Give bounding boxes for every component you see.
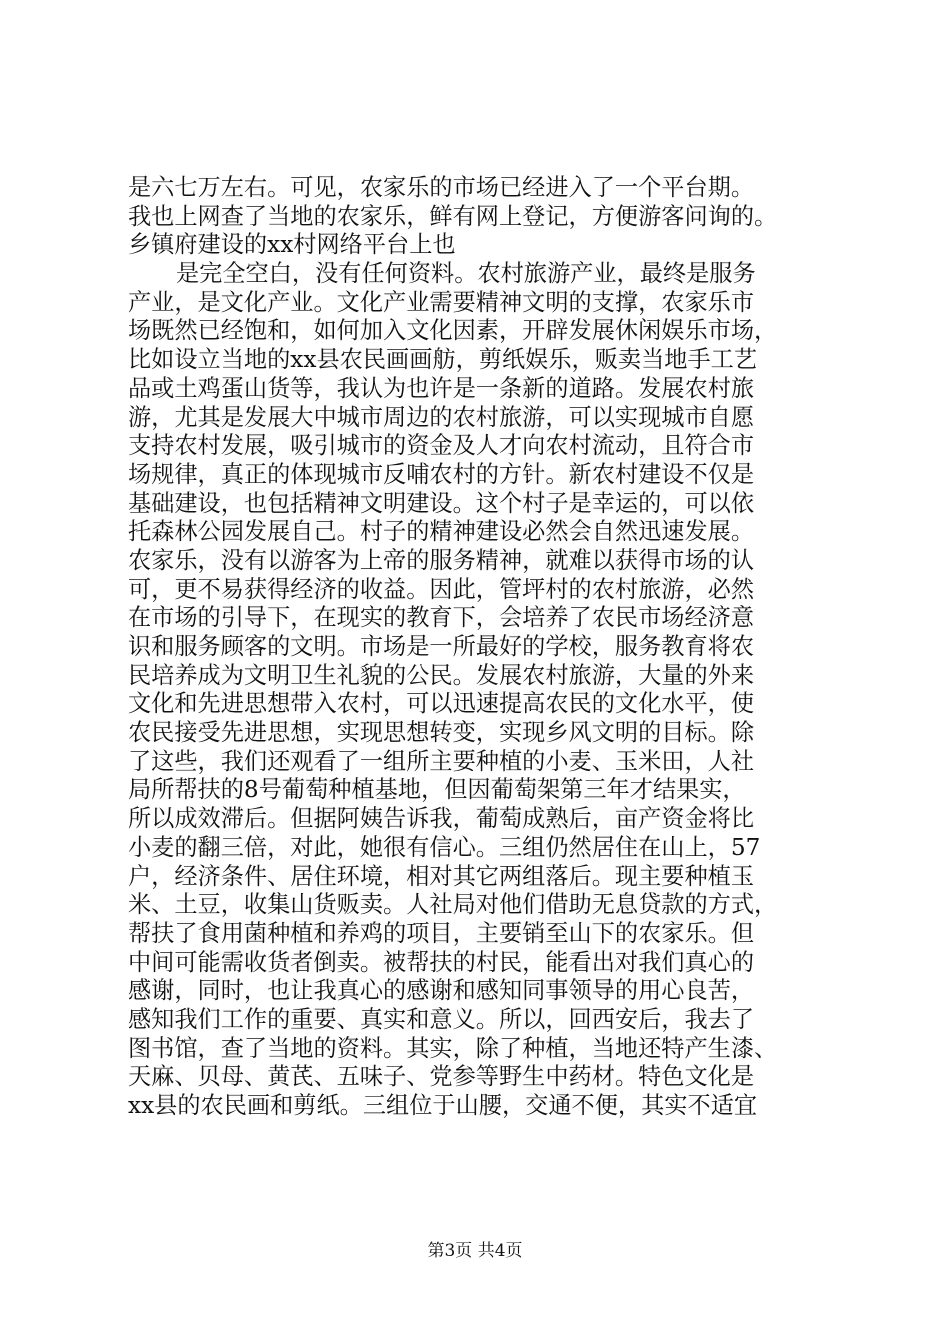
- text-line: 米、土豆，收集山货贩卖。人社局对他们借助无息贷款的方式，: [128, 891, 778, 919]
- text-line: 小麦的翻三倍，对此，她很有信心。三组仍然居住在山上，57: [128, 833, 761, 861]
- text-line: 乡镇府建设的xx村网络平台上也: [128, 231, 456, 259]
- text-line: 农家乐，没有以游客为上帝的服务精神，就难以获得市场的认: [128, 546, 755, 574]
- text-line: 识和服务顾客的文明。市场是一所最好的学校，服务教育将农: [128, 633, 755, 660]
- text-line: xx县的农民画和剪纸。三组位于山腰，交通不便，其实不适宜: [128, 1092, 758, 1119]
- page-number-footer: 第3页 共4页: [427, 1241, 523, 1261]
- text-line: 比如设立当地的xx县农民画画舫，剪纸娱乐，贩卖当地手工艺: [128, 346, 758, 374]
- text-line: 感知我们工作的重要、真实和意义。所以，回西安后，我去了: [128, 1005, 755, 1033]
- text-line: 天麻、贝母、黄芪、五味子、党参等野生中药材。特色文化是: [128, 1063, 755, 1091]
- text-line: 中间可能需收货者倒卖。被帮扶的村民，能看出对我们真心的: [128, 948, 755, 976]
- text-line: 我也上网查了当地的农家乐，鲜有网上登记，方便游客问询的。: [128, 202, 778, 230]
- text-line: 支持农村发展，吸引城市的资金及人才向农村流动，且符合市: [128, 432, 755, 460]
- text-line: 品或土鸡蛋山货等，我认为也许是一条新的道路。发展农村旅: [128, 374, 755, 402]
- text-line-indented: 是完全空白，没有任何资料。农村旅游产业，最终是服务: [176, 260, 756, 288]
- text-line: 托森林公园发展自己。村子的精神建设必然会自然迅速发展。: [128, 518, 755, 546]
- body-text: [128, 174, 838, 1121]
- text-line: 图书馆，查了当地的资料。其实，除了种植，当地还特产生漆、: [128, 1034, 778, 1062]
- text-line: 感谢，同时，也让我真心的感谢和感知同事领导的用心良苦，: [128, 977, 755, 1005]
- text-line: 游，尤其是发展大中城市周边的农村旅游，可以实现城市自愿: [128, 403, 755, 431]
- text-line: 局所帮扶的8号葡萄种植基地，但因葡萄架第三年才结果实，: [128, 776, 746, 804]
- text-line: 是六七万左右。可见，农家乐的市场已经进入了一个平台期。: [128, 174, 755, 201]
- text-line: 文化和先进思想带入农村，可以迅速提高农民的文化水平，使: [128, 690, 755, 718]
- text-line: 基础建设，也包括精神文明建设。这个村子是幸运的，可以依: [128, 489, 755, 517]
- text-line: 场规律，真正的体现城市反哺农村的方针。新农村建设不仅是: [128, 460, 755, 488]
- text-line: 农民接受先进思想，实现思想转变，实现乡风文明的目标。除: [128, 719, 755, 747]
- text-line: 户，经济条件、居住环境，相对其它两组落后。现主要种植玉: [128, 862, 755, 890]
- text-line: 所以成效滞后。但据阿姨告诉我，葡萄成熟后，亩产资金将比: [128, 805, 755, 833]
- text-line: 帮扶了食用菌种植和养鸡的项目，主要销至山下的农家乐。但: [128, 919, 755, 947]
- text-line: 场既然已经饱和，如何加入文化因素，开辟发展休闲娱乐市场，: [128, 317, 778, 345]
- text-line: 可，更不易获得经济的收益。因此，管坪村的农村旅游，必然: [128, 575, 755, 603]
- text-line: 民培养成为文明卫生礼貌的公民。发展农村旅游，大量的外来: [128, 661, 755, 689]
- text-line: 了这些，我们还观看了一组所主要种植的小麦、玉米田，人社: [128, 747, 755, 775]
- text-line: 产业，是文化产业。文化产业需要精神文明的支撑，农家乐市: [128, 288, 755, 316]
- text-line: 在市场的引导下，在现实的教育下，会培养了农民市场经济意: [128, 604, 755, 632]
